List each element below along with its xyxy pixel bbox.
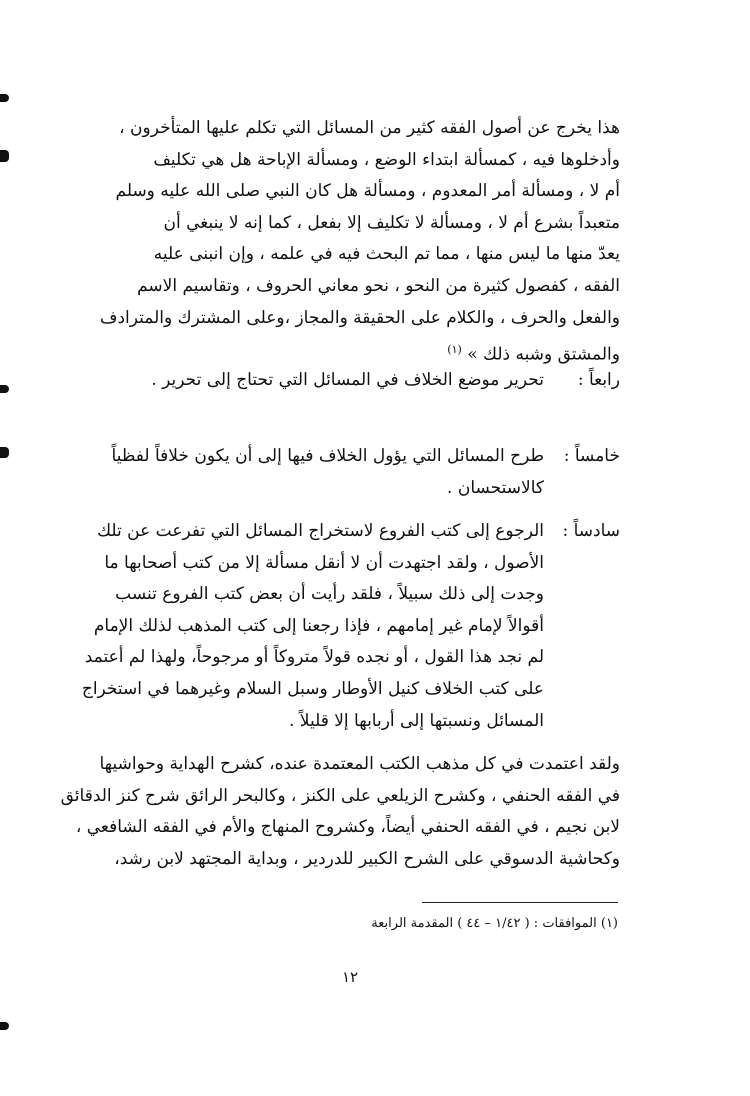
text-line: الفقه ، كفصول كثيرة من النحو ، نحو معاني الحروف ، وتقاسيم الاسم	[137, 275, 620, 296]
scan-mark	[0, 94, 9, 102]
scan-mark	[0, 385, 9, 393]
text-line: كالاستحسان .	[447, 477, 544, 498]
footnote-ref: (١)	[447, 343, 462, 357]
text-line: لابن نجيم ، في الفقه الحنفي أيضاً، وكشروح المنهاج والأم في الفقه الشافعي ،	[75, 817, 620, 838]
text-line: الأصول ، ولقد اجتهدت أن لا أنقل مسألة إلا من كتب أصحابها ما	[104, 552, 544, 573]
quote-paragraph	[99, 113, 620, 371]
item-label: رابعاً :	[577, 370, 620, 390]
page-number: ١٢	[341, 968, 359, 986]
text-line: وأدخلوها فيه ، كمسألة ابتداء الوضع ، ومسألة الإباحة هل هي تكليف	[153, 149, 620, 170]
text-line: تحرير موضع الخلاف في المسائل التي تحتاج إلى تحرير .	[151, 370, 544, 390]
text-line: متعبداً بشرع أم لا ، ومسألة لا تكليف إلا بفعل ، كما إنه لا ينبغي أن	[163, 212, 620, 233]
text-line: والفعل والحرف ، والكلام على الحقيقة والمجاز ،وعلى المشترك والمترادف	[99, 307, 620, 328]
text-line: في الفقه الحنفي ، وكشرح الزيلعي على الكنز ، وكالبحر الرائق شرح كنز الدقائق	[60, 785, 620, 806]
text-line: أقوالاً لإمام غير إمامهم ، فإذا رجعنا إلى كتب المذهب لذلك الإمام	[93, 615, 544, 636]
text-line: طرح المسائل التي يؤول الخلاف فيها إلى أن يكون خلافاً لفظياً	[111, 446, 544, 466]
text-line: على كتب الخلاف كنيل الأوطار وسبل السلام وغيرهما في استخراج	[81, 678, 544, 699]
text-line: وكحاشية الدسوقي على الشرح الكبير للدردير ، وبداية المجتهد لابن رشد،	[114, 848, 620, 869]
footnote-separator	[422, 902, 618, 903]
item-label: سادساً :	[562, 521, 620, 541]
list-item	[81, 516, 620, 737]
text-line: ولقد اعتمدت في كل مذهب الكتب المعتمدة عنده، كشرح الهداية وحواشيها	[99, 754, 620, 774]
text-line: وجدت إلى ذلك سبيلاً ، فلقد رأيت أن بعض كتب الفروع تنسب	[115, 584, 544, 605]
scan-mark	[0, 150, 9, 162]
list-item	[111, 441, 620, 504]
text-line: الرجوع إلى كتب الفروع لاستخراج المسائل التي تفرعت عن تلك	[97, 521, 544, 541]
list-item	[120, 365, 620, 397]
text-line: أم لا ، ومسألة أمر المعدوم ، ومسألة هل كان النبي صلى الله عليه وسلم	[115, 181, 620, 202]
item-label: خامساً :	[563, 446, 620, 466]
closing-paragraph	[60, 749, 620, 875]
scan-mark	[0, 447, 9, 458]
text-line: يعدّ منها ما ليس منها ، مما تم البحث فيه في علمه ، وإن انبنى عليه	[153, 244, 620, 265]
text-line: هذا يخرج عن أصول الفقه كثير من المسائل التي تكلم عليها المتأخرون ،	[119, 118, 620, 138]
scan-mark	[0, 1022, 9, 1030]
text-line: والمشتق وشبه ذلك » $^{(١)}$	[447, 343, 620, 365]
text-line: المسائل ونسبتها إلى أربابها إلا قليلاً .	[289, 710, 544, 731]
footnote: (١) الموافقات : ( ١/٤٢ – ٤٤ ) المقدمة الرابعة	[371, 916, 618, 931]
text-line: لم نجد هذا القول ، أو نجده قولاً متروكاً أو مرجوحاً، ولهذا لم أعتمد	[84, 647, 544, 668]
